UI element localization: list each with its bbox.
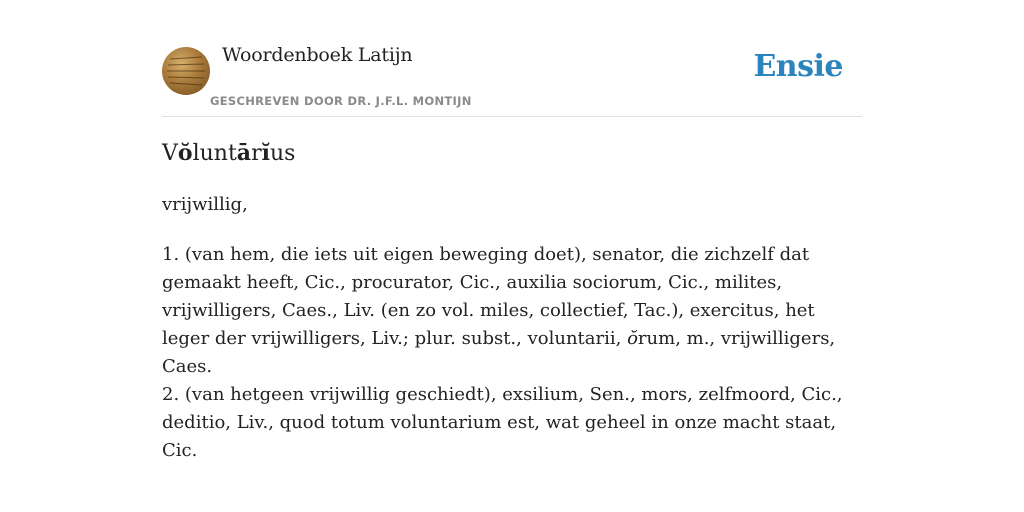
headword-part: ĭ: [261, 140, 270, 166]
dictionary-page: [162, 0, 862, 461]
page-header: [162, 0, 862, 117]
headword-part: V: [162, 141, 178, 166]
brand-logo[interactable]: Ensie: [753, 49, 843, 84]
headword-part: us: [269, 141, 296, 166]
definition-1-text-end: rum, m., vrijwilligers, Caes.: [162, 328, 836, 377]
dictionary-title[interactable]: Woordenboek Latijn: [222, 44, 413, 66]
headword-part: ŏ: [177, 140, 193, 166]
entry-headword: [162, 140, 295, 166]
author-credit: GESCHREVEN DOOR DR. J.F.L. MONTIJN: [210, 94, 472, 108]
entry-gloss: vrijwillig,: [162, 194, 248, 215]
definition-1-text: 1. (van hem, die iets uit eigen beweging doet), senator, die zichzelf dat gemaakt heeft, Cic., procurator, Cic., auxilia sociorum, Cic., milites, vrijwilligers, Caes., Liv. (en zo vol. miles, collectief, Tac.), exercitus, het leger der vrijwilligers, Liv.; plur. subst., voluntarii,: [162, 244, 815, 349]
definition-1: [162, 241, 862, 381]
latin-inscription-coin-logo-icon[interactable]: [162, 47, 210, 95]
entry-definitions: [162, 241, 862, 465]
headword-part: r: [251, 141, 262, 166]
headword-part: lunt: [192, 141, 237, 166]
headword-part: ā: [236, 140, 252, 166]
definition-2: 2. (van hetgeen vrijwillig geschiedt), exsilium, Sen., mors, zelfmoord, Cic., deditio, Liv., quod totum voluntarium est, wat geheel in onze macht staat, Cic.: [162, 384, 843, 461]
definition-1-italic: ŏ: [627, 328, 638, 349]
